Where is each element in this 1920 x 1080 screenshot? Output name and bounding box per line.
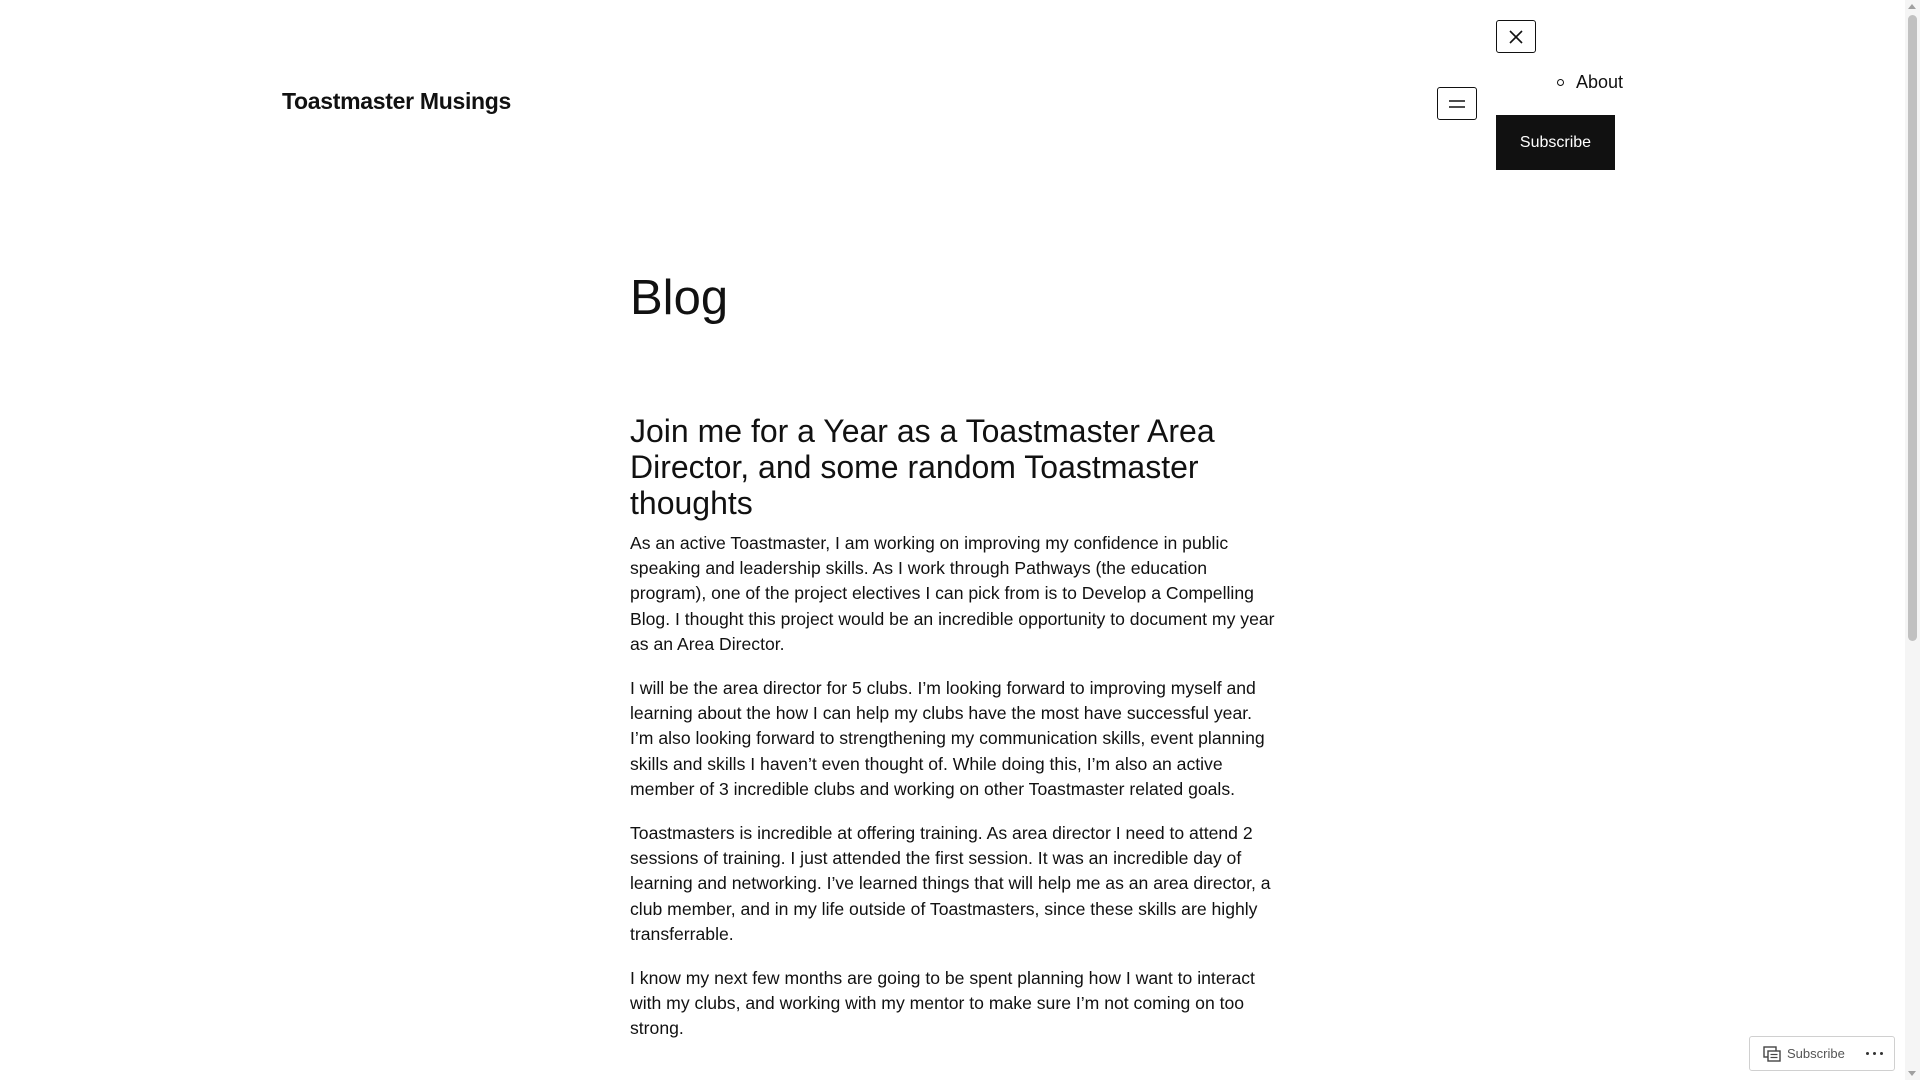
hamburger-icon — [1447, 99, 1467, 109]
scroll-thumb[interactable] — [1908, 15, 1917, 641]
nav-item-about — [1576, 72, 1623, 93]
about-link[interactable]: About — [1576, 72, 1624, 92]
floating-subscribe-bar — [1749, 1036, 1895, 1071]
post-paragraph: As an active Toastmaster, I am working on improving my confidence in public speaking and leadership skills. As I work through Pathways (the education program), one of the project electives I can pick from is to Develop a Compelling Blog. I thought this project would be an incredible opportunity to document my year as an Area Director. — [630, 532, 1275, 654]
vertical-scrollbar[interactable] — [1905, 0, 1920, 1080]
subscribe-button[interactable]: Subscribe — [1496, 115, 1615, 170]
post-paragraph: Toastmasters is incredible at offering training. As area director I need to attend 2 sessions of training. I just attended the first session. It was an incredible day of learning and networking. I’ve learned things that will help me as an area director, a club member, and in my life outside of Toastmasters, since these skills are highly transferrable. — [630, 822, 1271, 944]
more-icon — [1866, 1052, 1870, 1056]
site-title[interactable]: Toastmaster Musings — [282, 88, 512, 114]
scroll-down-arrow-icon[interactable] — [1908, 1071, 1916, 1076]
post-paragraph: I will be the area director for 5 clubs. I’m looking forward to improving myself and learning about the how I can help my clubs have the most have successful year. I’m also looking forward to strengthening my communication skills, event planning skills and skills I haven’t even thought of. While doing this, I’m also an active member of 3 incredible clubs and working on other Toastmaster related goals. — [630, 677, 1265, 799]
menu-open-button[interactable] — [1437, 87, 1477, 120]
post-paragraph: I know my next few months are going to be spent planning how I want to interact with my clubs, and working with my mentor to make sure I’m not coming on too strong. — [630, 967, 1255, 1039]
main-content — [630, 272, 1275, 1061]
more-icon-dot — [1873, 1052, 1877, 1056]
menu-close-button[interactable] — [1496, 20, 1536, 53]
scroll-up-arrow-icon[interactable] — [1908, 4, 1916, 9]
nav-menu — [1576, 72, 1623, 93]
floating-subscribe-label: Subscribe — [1787, 1046, 1845, 1061]
post-title-link[interactable]: Join me for a Year as a Toastmaster Area Director, and some random Toastmaster thoughts — [630, 412, 1215, 521]
more-icon-dot — [1880, 1052, 1884, 1056]
more-options-button[interactable] — [1866, 1052, 1887, 1056]
reader-icon — [1763, 1046, 1781, 1062]
close-icon — [1508, 29, 1524, 45]
post-excerpt — [630, 531, 1275, 1042]
page-title: Blog — [630, 271, 729, 325]
bullet-icon — [1557, 79, 1564, 86]
floating-subscribe-button[interactable] — [1763, 1046, 1845, 1062]
